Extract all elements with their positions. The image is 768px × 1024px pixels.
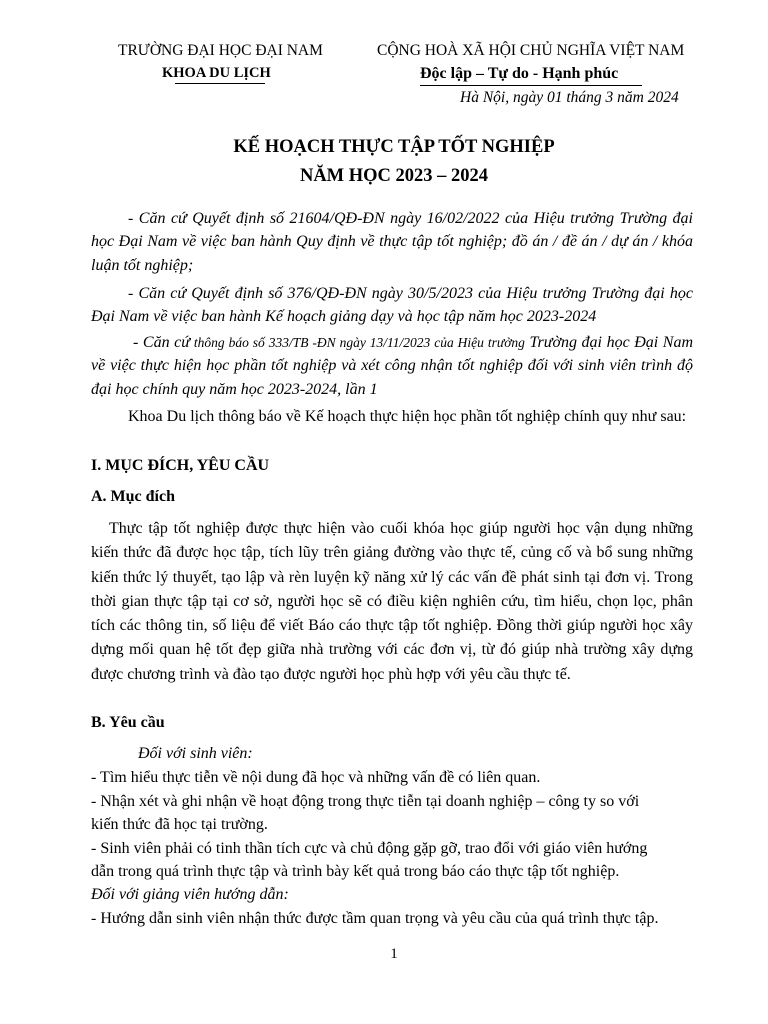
nation-title: CỘNG HOÀ XÃ HỘI CHỦ NGHĨA VIỆT NAM [377, 42, 685, 59]
legal-basis-item-3-lead: - Căn cứ [133, 334, 190, 351]
section-heading-1: I. MỤC ĐÍCH, YÊU CẦU [91, 457, 270, 474]
place-date: Hà Nội, ngày 01 tháng 3 năm 2024 [460, 89, 679, 106]
legal-basis-item-1: - Căn cứ Quyết định số 21604/QĐ-ĐN ngày 16/02/2022 của Hiệu trưởng Trường đại học Đại Nam về việc ban hành Quy định về thực tập tốt nghiệp; đồ án / đề án / dự án / khóa luận tốt nghiệp; [91, 210, 693, 274]
document-title: KẾ HOẠCH THỰC TẬP TỐT NGHIỆP [233, 137, 555, 157]
faculty-underline [175, 83, 265, 84]
student-requirement-line: - Nhận xét và ghi nhận về hoạt động trong thực tiễn tại doanh nghiệp – công ty so với [91, 793, 640, 810]
faculty-name: KHOA DU LỊCH [162, 65, 271, 81]
student-requirement-line: - Tìm hiểu thực tiễn về nội dung đã học và những vấn đề có liên quan. [91, 769, 541, 786]
page-number: 1 [390, 946, 398, 962]
legal-basis-item-3 [91, 331, 693, 401]
motto-underline [420, 85, 642, 86]
purpose-paragraph: Thực tập tốt nghiệp được thực hiện vào cuối khóa học giúp người học vận dụng những kiến thức đã được học tập, tích lũy trên giảng đường vào thực tế, củng cố và bổ sung những kiến thức lý thuyết, tạo lập và rèn luyện kỹ năng xử lý các vấn đề phát sinh tại đơn vị. Trong thời gian thực tập tại cơ sở, người học sẽ có điều kiện nghiên cứu, tìm hiểu, chọn lọc, phân tích các thông tin, số liệu để viết Báo cáo thực tập tốt nghiệp. Đồng thời giúp người học xây dựng mối quan hệ tốt đẹp giữa nhà trường với các đơn vị, từ đó giúp nhà trường xây dựng được chương trình và đào tạo được người học phù hợp với yêu cầu thực tế. [91, 520, 693, 683]
subsection-heading-a: A. Mục đích [91, 488, 175, 505]
student-requirement-line: dẫn trong quá trình thực tập và trình bày kết quả trong báo cáo thực tập tốt nghiệp. [91, 863, 620, 880]
intro-paragraph: Khoa Du lịch thông báo về Kế hoạch thực hiện học phần tốt nghiệp chính quy như sau: [128, 408, 687, 425]
student-requirement-line: - Sinh viên phải có tinh thần tích cực và chủ động gặp gỡ, trao đổi với giáo viên hướng [91, 840, 648, 857]
students-label: Đối với sinh viên: [138, 745, 253, 762]
document-subtitle: NĂM HỌC 2023 – 2024 [299, 166, 489, 186]
supervisors-label: Đối với giảng viên hướng dẫn: [91, 886, 289, 903]
subsection-heading-b: B. Yêu cầu [91, 714, 165, 731]
school-name: TRƯỜNG ĐẠI HỌC ĐẠI NAM [118, 42, 323, 59]
national-motto: Độc lập – Tự do - Hạnh phúc [420, 65, 619, 82]
student-requirement-line: kiến thức đã học tại trường. [91, 816, 268, 833]
legal-basis-item-3-rest: Trường đại học Đại Nam về việc thực hiện học phần tốt nghiệp và xét công nhận tốt nghiệp đối với sinh viên trình độ đại học chính quy năm học 2023-2024, lần 1 [91, 334, 694, 398]
legal-basis-item-2: - Căn cứ Quyết định số 376/QĐ-ĐN ngày 30/5/2023 của Hiệu trưởng Trường đại học Đại Nam về việc ban hành Kế hoạch giảng dạy và học tập năm học 2023-2024 [91, 285, 693, 326]
legal-basis-item-3-small: thông báo số 333/TB -ĐN ngày 13/11/2023 của Hiệu trưởng [189, 335, 525, 350]
supervisor-requirement-line: - Hướng dẫn sinh viên nhận thức được tầm quan trọng và yêu cầu của quá trình thực tập. [91, 910, 659, 927]
